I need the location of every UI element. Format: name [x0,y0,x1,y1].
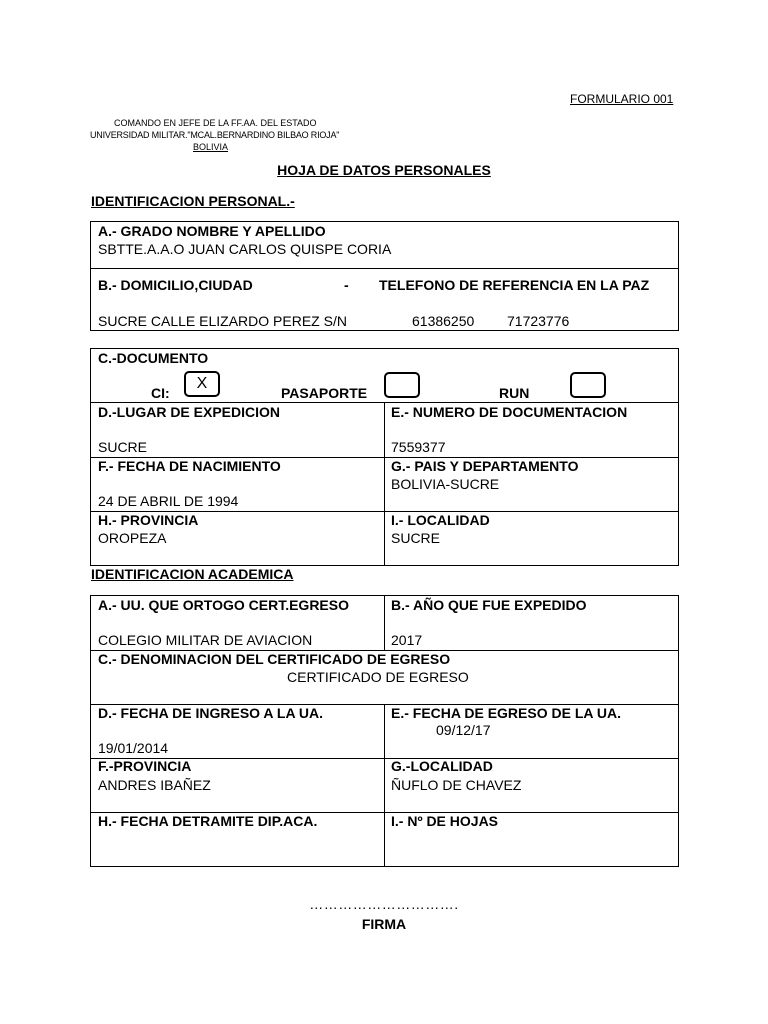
pais-departamento-value: BOLIVIA-SUCRE [391,476,500,492]
ci-label: CI: [151,385,170,401]
grado-value: SBTTE.A.A.O JUAN CARLOS QUISPE CORIA [98,241,392,257]
localidad-label: G.-LOCALIDAD [391,758,493,774]
signature-line: …………………………. [309,896,459,912]
fecha-ingreso-label: D.- FECHA DE INGRESO A LA UA. [98,705,324,721]
telefono-label: TELEFONO DE REFERENCIA EN LA PAZ [379,277,650,293]
numero-documento-label: E.- NUMERO DE DOCUMENTACION [391,404,628,420]
column-divider [384,704,385,867]
numero-documento-value: 7559377 [391,439,446,455]
localidad-value: SUCRE [391,530,441,546]
denominacion-label: C.- DENOMINACION DEL CERTIFICADO DE EGRESO [98,651,451,667]
pais-departamento-label: G.- PAIS Y DEPARTAMENTO [391,458,579,474]
header-country: BOLIVIA [193,142,229,152]
anio-value: 2017 [391,632,423,648]
header-command: COMANDO EN JEFE DE LA FF.AA. DEL ESTADO [114,118,317,128]
anio-label: B.- AÑO QUE FUE EXPEDIDO [391,597,587,613]
fecha-egreso-value: 09/12/17 [436,722,491,738]
uu-value: COLEGIO MILITAR DE AVIACION [98,632,313,648]
header-university: UNIVERSIDAD MILITAR."MCAL.BERNARDINO BILBAO RIOJA" [90,130,340,140]
form-number: FORMULARIO 001 [570,92,674,106]
denominacion-value: CERTIFICADO DE EGRESO [287,669,469,685]
provincia-label: H.- PROVINCIA [98,512,199,528]
ci-checkbox[interactable]: X [184,371,220,397]
document-box [90,348,679,566]
lugar-expedicion-label: D.-LUGAR DE EXPEDICION [98,404,281,420]
personal-box [90,221,679,331]
provincia-label: F.-PROVINCIA [98,758,192,774]
column-divider [384,596,385,650]
dash-separator: - [344,277,349,293]
column-divider [384,402,385,566]
academic-box [90,595,679,867]
fecha-tramite-label: H.- FECHA DETRAMITE DIP.ACA. [98,813,318,829]
run-label: RUN [499,385,530,401]
document-title: HOJA DE DATOS PERSONALES [277,162,491,178]
pasaporte-label: PASAPORTE [281,385,368,401]
provincia-value: ANDRES IBAÑEZ [98,777,211,793]
numero-hojas-label: I.- Nº DE HOJAS [391,813,499,829]
run-checkbox[interactable] [570,372,606,398]
section-personal-title: IDENTIFICACION PERSONAL.- [91,193,295,209]
divider [91,268,678,269]
uu-label: A.- UU. QUE ORTOGO CERT.EGRESO [98,597,349,613]
localidad-value: ÑUFLO DE CHAVEZ [391,777,522,793]
provincia-value: OROPEZA [98,530,167,546]
signature-label: FIRMA [361,916,407,932]
lugar-expedicion-value: SUCRE [98,439,148,455]
pasaporte-checkbox[interactable] [384,372,420,398]
localidad-label: I.- LOCALIDAD [391,512,490,528]
fecha-nacimiento-value: 24 DE ABRIL DE 1994 [98,493,239,509]
section-academic-title: IDENTIFICACION ACADEMICA [91,566,294,582]
documento-label: C.-DOCUMENTO [98,350,209,366]
fecha-ingreso-value: 19/01/2014 [98,740,169,756]
domicilio-value: SUCRE CALLE ELIZARDO PEREZ S/N [98,313,347,329]
telefono-value-2: 71723776 [507,313,570,329]
fecha-nacimiento-label: F.- FECHA DE NACIMIENTO [98,458,281,474]
grado-label: A.- GRADO NOMBRE Y APELLIDO [98,223,326,239]
fecha-egreso-label: E.- FECHA DE EGRESO DE LA UA. [391,705,621,721]
telefono-value-1: 61386250 [412,313,475,329]
domicilio-label: B.- DOMICILIO,CIUDAD [98,277,253,293]
